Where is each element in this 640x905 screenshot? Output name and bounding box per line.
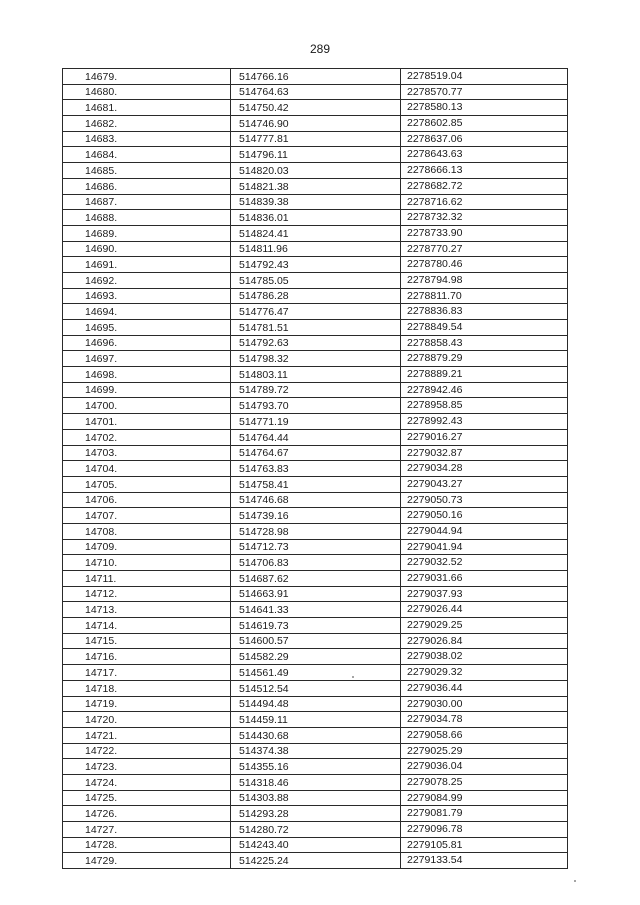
northing-cell: 2278889.21: [401, 367, 568, 383]
coordinates-table: [62, 68, 568, 869]
easting-cell: 514750.42: [231, 100, 401, 116]
easting-cell: 514600.57: [231, 633, 401, 649]
northing-cell: 2279032.52: [401, 555, 568, 571]
table-row: [63, 539, 568, 555]
point-id-cell: 14696.: [63, 335, 231, 351]
easting-cell: 514820.03: [231, 163, 401, 179]
table-row: [63, 335, 568, 351]
point-id-cell: 14700.: [63, 398, 231, 414]
northing-cell: 2278643.63: [401, 147, 568, 163]
table-row: [63, 100, 568, 116]
northing-cell: 2278849.54: [401, 320, 568, 336]
northing-cell: 2279016.27: [401, 429, 568, 445]
northing-cell: 2279058.66: [401, 727, 568, 743]
northing-cell: 2278637.06: [401, 131, 568, 147]
easting-cell: 514728.98: [231, 523, 401, 539]
northing-cell: 2278836.83: [401, 304, 568, 320]
point-id-cell: 14716.: [63, 649, 231, 665]
point-id-cell: 14711.: [63, 571, 231, 587]
northing-cell: 2278770.27: [401, 241, 568, 257]
northing-cell: 2279031.66: [401, 571, 568, 587]
easting-cell: 514280.72: [231, 822, 401, 838]
easting-cell: 514792.43: [231, 257, 401, 273]
northing-cell: 2279026.84: [401, 633, 568, 649]
northing-cell: 2279034.28: [401, 461, 568, 477]
northing-cell: 2278733.90: [401, 225, 568, 241]
northing-cell: 2279026.44: [401, 602, 568, 618]
northing-cell: 2279041.94: [401, 539, 568, 555]
northing-cell: 2278858.43: [401, 335, 568, 351]
coordinates-table-body: [63, 69, 568, 869]
northing-cell: 2279050.73: [401, 492, 568, 508]
table-row: [63, 272, 568, 288]
northing-cell: 2278794.98: [401, 272, 568, 288]
point-id-cell: 14701.: [63, 414, 231, 430]
table-row: [63, 304, 568, 320]
table-row: [63, 257, 568, 273]
point-id-cell: 14690.: [63, 241, 231, 257]
point-id-cell: 14724.: [63, 774, 231, 790]
northing-cell: 2278992.43: [401, 414, 568, 430]
northing-cell: 2279044.94: [401, 523, 568, 539]
easting-cell: 514766.16: [231, 69, 401, 85]
point-id-cell: 14725.: [63, 790, 231, 806]
northing-cell: 2279029.32: [401, 665, 568, 681]
table-row: [63, 837, 568, 853]
northing-cell: 2278682.72: [401, 178, 568, 194]
table-row: [63, 476, 568, 492]
point-id-cell: 14687.: [63, 194, 231, 210]
point-id-cell: 14710.: [63, 555, 231, 571]
easting-cell: 514821.38: [231, 178, 401, 194]
easting-cell: 514355.16: [231, 759, 401, 775]
point-id-cell: 14694.: [63, 304, 231, 320]
northing-cell: 2278666.13: [401, 163, 568, 179]
easting-cell: 514839.38: [231, 194, 401, 210]
point-id-cell: 14722.: [63, 743, 231, 759]
point-id-cell: 14685.: [63, 163, 231, 179]
table-row: [63, 774, 568, 790]
easting-cell: 514512.54: [231, 680, 401, 696]
table-row: [63, 602, 568, 618]
table-row: [63, 633, 568, 649]
northing-cell: 2278958.85: [401, 398, 568, 414]
table-row: [63, 665, 568, 681]
northing-cell: 2279032.87: [401, 445, 568, 461]
table-row: [63, 586, 568, 602]
point-id-cell: 14718.: [63, 680, 231, 696]
easting-cell: 514796.11: [231, 147, 401, 163]
point-id-cell: 14683.: [63, 131, 231, 147]
easting-cell: 514836.01: [231, 210, 401, 226]
easting-cell: 514777.81: [231, 131, 401, 147]
northing-cell: 2279029.25: [401, 618, 568, 634]
northing-cell: 2279043.27: [401, 476, 568, 492]
easting-cell: 514764.67: [231, 445, 401, 461]
table-row: [63, 351, 568, 367]
table-row: [63, 147, 568, 163]
easting-cell: 514781.51: [231, 320, 401, 336]
table-row: [63, 853, 568, 869]
point-id-cell: 14681.: [63, 100, 231, 116]
easting-cell: 514785.05: [231, 272, 401, 288]
table-row: [63, 508, 568, 524]
point-id-cell: 14712.: [63, 586, 231, 602]
easting-cell: 514776.47: [231, 304, 401, 320]
easting-cell: 514803.11: [231, 367, 401, 383]
table-row: [63, 555, 568, 571]
point-id-cell: 14697.: [63, 351, 231, 367]
point-id-cell: 14693.: [63, 288, 231, 304]
table-row: [63, 790, 568, 806]
northing-cell: 2279034.78: [401, 712, 568, 728]
easting-cell: 514374.38: [231, 743, 401, 759]
easting-cell: 514763.83: [231, 461, 401, 477]
northing-cell: 2279096.78: [401, 822, 568, 838]
point-id-cell: 14691.: [63, 257, 231, 273]
table-row: [63, 492, 568, 508]
easting-cell: 514771.19: [231, 414, 401, 430]
point-id-cell: 14721.: [63, 727, 231, 743]
table-row: [63, 696, 568, 712]
table-row: [63, 382, 568, 398]
table-row: [63, 571, 568, 587]
table-row: [63, 414, 568, 430]
table-row: [63, 618, 568, 634]
table-row: [63, 822, 568, 838]
point-id-cell: 14706.: [63, 492, 231, 508]
point-id-cell: 14709.: [63, 539, 231, 555]
table-row: [63, 429, 568, 445]
table-row: [63, 680, 568, 696]
point-id-cell: 14695.: [63, 320, 231, 336]
northing-cell: 2278602.85: [401, 116, 568, 132]
table-row: [63, 727, 568, 743]
table-row: [63, 178, 568, 194]
easting-cell: 514561.49: [231, 665, 401, 681]
northing-cell: 2278570.77: [401, 84, 568, 100]
table-row: [63, 69, 568, 85]
easting-cell: 514798.32: [231, 351, 401, 367]
easting-cell: 514712.73: [231, 539, 401, 555]
point-id-cell: 14682.: [63, 116, 231, 132]
point-id-cell: 14726.: [63, 806, 231, 822]
easting-cell: 514746.68: [231, 492, 401, 508]
northing-cell: 2279030.00: [401, 696, 568, 712]
table-row: [63, 320, 568, 336]
point-id-cell: 14707.: [63, 508, 231, 524]
northing-cell: 2278519.04: [401, 69, 568, 85]
point-id-cell: 14719.: [63, 696, 231, 712]
table-row: [63, 367, 568, 383]
point-id-cell: 14703.: [63, 445, 231, 461]
page-number: 289: [309, 42, 331, 56]
table-row: [63, 398, 568, 414]
table-row: [63, 445, 568, 461]
table-row: [63, 649, 568, 665]
point-id-cell: 14717.: [63, 665, 231, 681]
northing-cell: 2279133.54: [401, 853, 568, 869]
point-id-cell: 14720.: [63, 712, 231, 728]
northing-cell: 2279084.99: [401, 790, 568, 806]
table-row: [63, 225, 568, 241]
point-id-cell: 14680.: [63, 84, 231, 100]
table-row: [63, 84, 568, 100]
easting-cell: 514687.62: [231, 571, 401, 587]
table-row: [63, 210, 568, 226]
easting-cell: 514746.90: [231, 116, 401, 132]
easting-cell: 514663.91: [231, 586, 401, 602]
northing-cell: 2279081.79: [401, 806, 568, 822]
northing-cell: 2279036.44: [401, 680, 568, 696]
easting-cell: 514706.83: [231, 555, 401, 571]
easting-cell: 514764.44: [231, 429, 401, 445]
table-row: [63, 131, 568, 147]
point-id-cell: 14686.: [63, 178, 231, 194]
table-row: [63, 194, 568, 210]
easting-cell: 514789.72: [231, 382, 401, 398]
table-row: [63, 241, 568, 257]
table-row: [63, 523, 568, 539]
easting-cell: 514430.68: [231, 727, 401, 743]
easting-cell: 514243.40: [231, 837, 401, 853]
table-row: [63, 806, 568, 822]
northing-cell: 2278732.32: [401, 210, 568, 226]
point-id-cell: 14723.: [63, 759, 231, 775]
point-id-cell: 14705.: [63, 476, 231, 492]
northing-cell: 2278580.13: [401, 100, 568, 116]
point-id-cell: 14714.: [63, 618, 231, 634]
easting-cell: 514494.48: [231, 696, 401, 712]
northing-cell: 2278942.46: [401, 382, 568, 398]
easting-cell: 514582.29: [231, 649, 401, 665]
point-id-cell: 14708.: [63, 523, 231, 539]
northing-cell: 2279025.29: [401, 743, 568, 759]
table-row: [63, 288, 568, 304]
table-row: [63, 743, 568, 759]
easting-cell: 514764.63: [231, 84, 401, 100]
easting-cell: 514824.41: [231, 225, 401, 241]
easting-cell: 514318.46: [231, 774, 401, 790]
northing-cell: 2279036.04: [401, 759, 568, 775]
easting-cell: 514293.28: [231, 806, 401, 822]
northing-cell: 2279038.02: [401, 649, 568, 665]
point-id-cell: 14684.: [63, 147, 231, 163]
northing-cell: 2278811.70: [401, 288, 568, 304]
northing-cell: 2279037.93: [401, 586, 568, 602]
point-id-cell: 14679.: [63, 69, 231, 85]
point-id-cell: 14698.: [63, 367, 231, 383]
point-id-cell: 14702.: [63, 429, 231, 445]
easting-cell: 514739.16: [231, 508, 401, 524]
point-id-cell: 14728.: [63, 837, 231, 853]
easting-cell: 514793.70: [231, 398, 401, 414]
point-id-cell: 14688.: [63, 210, 231, 226]
easting-cell: 514459.11: [231, 712, 401, 728]
scan-speck: [574, 880, 576, 882]
point-id-cell: 14713.: [63, 602, 231, 618]
point-id-cell: 14729.: [63, 853, 231, 869]
point-id-cell: 14715.: [63, 633, 231, 649]
table-row: [63, 116, 568, 132]
northing-cell: 2279050.16: [401, 508, 568, 524]
point-id-cell: 14727.: [63, 822, 231, 838]
easting-cell: 514811.96: [231, 241, 401, 257]
point-id-cell: 14704.: [63, 461, 231, 477]
table-row: [63, 163, 568, 179]
northing-cell: 2278879.29: [401, 351, 568, 367]
table-row: [63, 461, 568, 477]
easting-cell: 514225.24: [231, 853, 401, 869]
northing-cell: 2278716.62: [401, 194, 568, 210]
easting-cell: 514786.28: [231, 288, 401, 304]
easting-cell: 514792.63: [231, 335, 401, 351]
point-id-cell: 14699.: [63, 382, 231, 398]
easting-cell: 514619.73: [231, 618, 401, 634]
point-id-cell: 14689.: [63, 225, 231, 241]
easting-cell: 514303.88: [231, 790, 401, 806]
northing-cell: 2279105.81: [401, 837, 568, 853]
scan-speck: [352, 676, 354, 678]
easting-cell: 514641.33: [231, 602, 401, 618]
northing-cell: 2279078.25: [401, 774, 568, 790]
easting-cell: 514758.41: [231, 476, 401, 492]
table-row: [63, 759, 568, 775]
point-id-cell: 14692.: [63, 272, 231, 288]
northing-cell: 2278780.46: [401, 257, 568, 273]
table-row: [63, 712, 568, 728]
